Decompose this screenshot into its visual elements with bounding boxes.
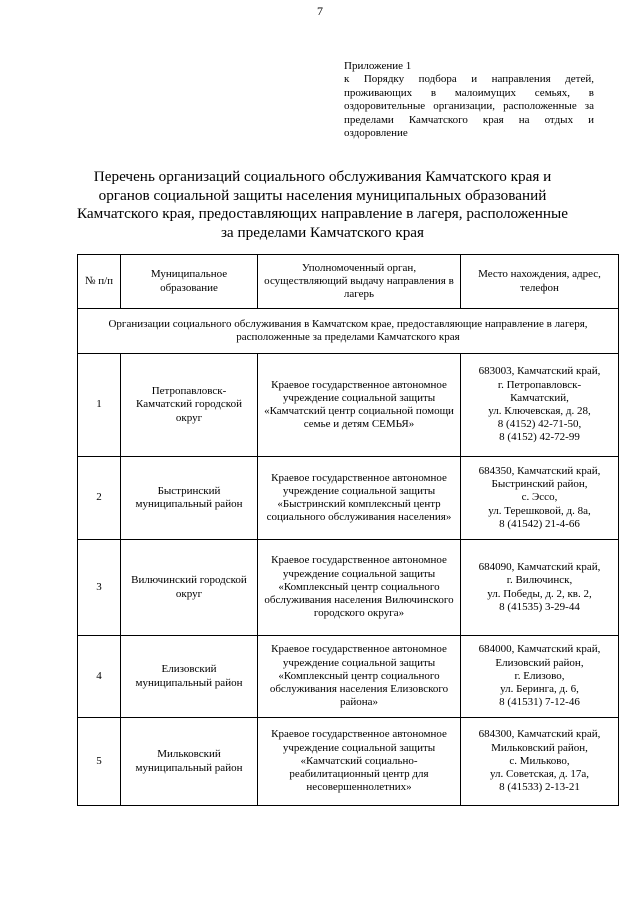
row-municipality: Елизовский муниципальный район <box>121 636 258 718</box>
address-line: 684000, Камчатский край, <box>478 643 601 656</box>
address-line: Елизовский район, <box>495 656 584 669</box>
address-line: 8 (41533) 2-13-21 <box>499 781 580 794</box>
address-line: ул. Победы, д. 2, кв. 2, <box>487 587 592 600</box>
header-municipality: Муниципальное образование <box>121 255 258 309</box>
address-line: 684350, Камчатский край, <box>478 464 601 477</box>
row-authority: Краевое государственное автономное учреждение социальной защиты «Камчатский центр социальной помощи семье и детям СЕМЬЯ» <box>258 354 461 457</box>
row-num: 5 <box>78 718 121 806</box>
row-address <box>461 457 619 540</box>
address-line: Мильковский район, <box>491 741 588 754</box>
address-line: ул. Ключевская, д. 28, <box>488 405 591 417</box>
address-line: ул. Советская, д. 17а, <box>489 768 590 781</box>
row-num: 1 <box>78 354 121 457</box>
row-address <box>461 718 619 806</box>
address-line: 8 (4152) 42-71-50, <box>497 418 582 431</box>
address-line: г. Петропавловск- <box>497 378 582 391</box>
section-title: Организации социального обслуживания в Камчатском крае, предоставляющие направление в лагеря, расположенные за пределами Камчатского края <box>78 309 619 354</box>
section-row <box>78 309 619 354</box>
row-authority: Краевое государственное автономное учреждение социальной защиты «Комплексный центр социального обслуживания населения Вилючинского городского округа» <box>258 540 461 636</box>
row-municipality: Быстринский муниципальный район <box>121 457 258 540</box>
address-line: 684090, Камчатский край, <box>478 561 601 574</box>
row-municipality: Вилючинский городской округ <box>121 540 258 636</box>
row-num: 2 <box>78 457 121 540</box>
address-line: г. Елизово, <box>514 669 565 682</box>
annex-title: Приложение 1 <box>344 60 412 72</box>
table-row <box>78 718 619 806</box>
table-row <box>78 457 619 540</box>
annex-block <box>344 60 594 140</box>
address-line: 684300, Камчатский край, <box>478 728 601 741</box>
document-title: Перечень организаций социального обслуживания Камчатского края и органов социальной защиты населения муниципальных образований Камчатского края, предоставляющих направление в лагеря, расположенные за пределами Камчатского края <box>77 168 568 241</box>
address-line: Быстринский район, <box>491 478 588 491</box>
row-num: 3 <box>78 540 121 636</box>
address-line: 8 (41535) 3-29-44 <box>499 600 580 613</box>
address-line: 8 (4152) 42-72-99 <box>499 431 580 444</box>
row-authority: Краевое государственное автономное учреждение социальной защиты «Камчатский социально-реабилитационный центр для несовершеннолетних» <box>258 718 461 806</box>
address-line: ул. Беринга, д. 6, <box>500 683 579 696</box>
table-header-row <box>78 255 619 309</box>
row-municipality: Петропавловск-Камчатский городской округ <box>121 354 258 457</box>
header-location: Место нахождения, адрес, телефон <box>461 255 619 309</box>
row-address <box>461 540 619 636</box>
page-number: 7 <box>317 4 323 18</box>
annex-body: к Порядку подбора и направления детей, проживающих в малоимущих семьях, в оздоровительные организации, расположенные за пределами Камчатского края на отдых и оздоровление <box>344 73 594 140</box>
address-line: 683003, Камчатский край, <box>478 365 601 378</box>
header-num: № п/п <box>78 255 121 309</box>
address-line: г. Вилючинск, <box>506 574 573 587</box>
row-authority: Краевое государственное автономное учреждение социальной защиты «Быстринский комплексный центр социального обслуживания населения» <box>258 457 461 540</box>
row-municipality: Мильковский муниципальный район <box>121 718 258 806</box>
address-line: 8 (41531) 7-12-46 <box>499 696 580 709</box>
row-address <box>461 636 619 718</box>
address-line: Камчатский, <box>510 391 569 404</box>
table-row <box>78 636 619 718</box>
organizations-table <box>77 254 619 806</box>
row-authority: Краевое государственное автономное учреждение социальной защиты «Комплексный центр социального обслуживания населения Елизовского района» <box>258 636 461 718</box>
header-authority: Уполномоченный орган, осуществляющий выдачу направления в лагерь <box>258 255 461 309</box>
address-line: с. Мильково, <box>509 754 570 767</box>
table-row <box>78 540 619 636</box>
address-line: ул. Терешковой, д. 8а, <box>488 504 591 517</box>
row-address <box>461 354 619 457</box>
table-row <box>78 354 619 457</box>
address-line: с. Эссо, <box>521 491 558 504</box>
row-num: 4 <box>78 636 121 718</box>
address-line: 8 (41542) 21-4-66 <box>499 517 580 530</box>
